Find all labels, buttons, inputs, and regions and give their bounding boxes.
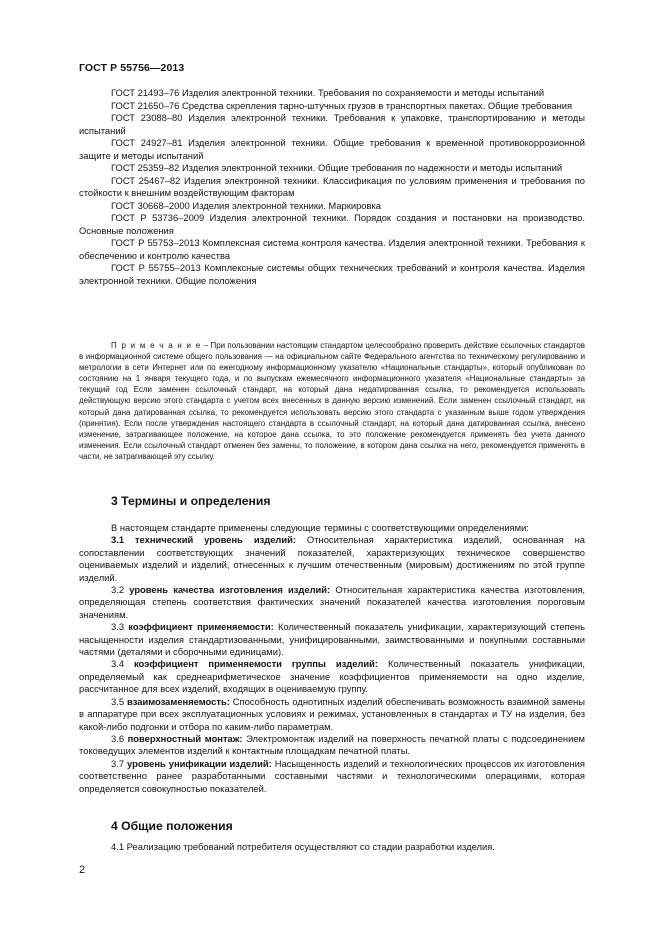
page-number: 2 — [79, 864, 86, 876]
term-number: 3.7 — [111, 757, 127, 769]
term-definition: Насыщенность изделий и технологических процессов их изготовления соответственно ранее разработанными составными частями и технологическими операциями, которая определяется совокупностью показателей. — [79, 757, 585, 794]
term-definition: Относительная характеристика качества изготовления, определяющая степень соответствия фактических значений показателей качества изготовления пороговым значениям. — [79, 584, 585, 620]
term-definition: Относительная характеристика изделий, основанная на сопоставлении соответствующих значений показателей, характеризующих техническое совершенство оцениваемых изделий и изделий, отнесенных к лучшим отечественным (мировым) достижениям по этой группе изделий. — [79, 534, 586, 583]
normative-references-list — [79, 87, 585, 287]
note-label: П р и м е ч а н и е — [111, 341, 202, 350]
term-number: 3.3 — [111, 621, 129, 633]
section-4-heading: 4 Общие положения — [111, 819, 233, 833]
term-entry — [79, 534, 585, 584]
reference-item: ГОСТ Р 55755–2013 Комплексные системы общих технических требований и контроля качества. Изделия электронной техники. Общие положения — [79, 262, 585, 286]
term-entry — [79, 584, 585, 621]
term-name: коэффициент применяемости группы изделий: — [133, 658, 379, 670]
terms-definitions — [79, 522, 585, 795]
term-number: 3.5 — [111, 695, 127, 707]
term-definition: Количественный показатель унификации, характеризующий степень насыщенности изделия стандартизованными, унифицированными, заимствованными и покупными составными частями (деталями и сборочными единицами). — [79, 621, 585, 658]
reference-item: ГОСТ 23088–80 Изделия электронной техники. Требования к упаковке, транспортированию и методы испытаний — [79, 112, 585, 136]
term-entry — [79, 658, 585, 695]
term-entry — [79, 758, 585, 795]
term-name: поверхностный монтаж: — [127, 732, 243, 744]
reference-item: ГОСТ 30668–2000 Изделия электронной техники. Маркировка — [111, 199, 382, 211]
term-entry — [79, 621, 585, 658]
term-number: 3.2 — [111, 584, 130, 596]
reference-item: ГОСТ Р 55753–2013 Комплексная система контроля качества. Изделия электронной техники. Требования к обеспечению и контролю качества — [79, 237, 585, 261]
reference-item: ГОСТ 24927–81 Изделия электронной техники. Общие требования к временной противокоррозионной защите и методы испытаний — [79, 137, 585, 161]
term-definition: Способность однотипных изделий обеспечивать возможность взаимной замены в аппаратуре при всех эксплуатационных условиях и режимах, установленных в стандартах и ТУ на изделия, без какой-либо подгонки и отбора по каким-либо параметрам. — [79, 695, 586, 732]
note-block — [79, 340, 585, 462]
terms-intro: В настоящем стандарте применены следующие термины с соответствующими определениями: — [111, 522, 529, 533]
reference-item: ГОСТ 21650–76 Средства скрепления тарно-штучных грузов в транспортных пакетах. Общие требования — [111, 99, 573, 111]
term-entry — [79, 733, 585, 758]
provision-item: 4.1 Реализацию требований потребителя осуществляют со стадии разработки изделия. — [111, 841, 495, 852]
reference-item: ГОСТ 25467–82 Изделия электронной техники. Классификация по условиям применения и требования по стойкости к внешним воздействующим факторам — [79, 174, 585, 198]
note-text: – При пользовании настоящим стандартом целесообразно проверить действие ссылочных стандартов в информационной системе общего пользования — на официальном сайте Федерального агентства по техническому регулированию и метрологии в сети Интернет или по ежегодному информационному указателю «Национальные стандарты», который опубликован по состоянию на 1 января текущего года, и по выпускам ежемесячного информационного указателя «Национальные стандарты» за текущий год Если заменен ссылочный стандарт, на который дана недатированная ссылка, то рекомендуется использовать действующую версию этого стандарта с учетом всех внесенных в данную версию изменений. Если заменен ссылочный стандарт, на который дана датированная ссылка, то рекомендуется использовать версию этого стандарта с указанным выше годом утверждения (принятия). Если после утверждения настоящего стандарта в ссылочный стандарт, на который дана датированная ссылка, внесено изменение, затрагивающее положение, на которое дана ссылка, то это положение рекомендуется применять без учета данного изменения. Если ссылочный стандарт отменен без замены, то положение, в котором дана ссылка на него, рекомендуется применять в части, не затрагивающей эту ссылку. — [79, 341, 586, 461]
section-3-heading: 3 Термины и определения — [111, 494, 271, 508]
term-number: 3.1 — [111, 534, 135, 546]
term-name: уровень качества изготовления изделий: — [129, 584, 331, 596]
term-definition: Электромонтаж изделий на поверхность печатной платы с подсоединением токоведущих элементов изделий к контактным площадкам печатной платы. — [79, 732, 585, 757]
term-definition: Количественный показатель унификации, определяемый как среднеарифметическое значение коэффициентов применяемости на одно изделие, рассчитанное для всех изделий, входящих в оцениваемую группу. — [79, 658, 585, 695]
general-provisions — [79, 841, 585, 853]
term-name: технический уровень изделий: — [134, 534, 297, 546]
document-code-header: ГОСТ Р 55756—2013 — [79, 62, 185, 74]
reference-item: ГОСТ 25359–82 Изделия электронной техники. Общие требования по надежности и методы испытаний — [111, 162, 563, 173]
note-paragraph — [79, 340, 585, 462]
term-name: взаимозаменяемость: — [126, 695, 230, 707]
term-name: уровень унификации изделий: — [127, 757, 272, 769]
term-number: 3.4 — [111, 658, 134, 670]
term-name: коэффициент применяемости: — [128, 621, 274, 633]
term-entry — [79, 696, 585, 733]
reference-item: ГОСТ Р 53736–2009 Изделия электронной техники. Порядок создания и постановки на производство. Основные положения — [79, 212, 585, 236]
term-number: 3.6 — [111, 732, 128, 744]
reference-item: ГОСТ 21493–76 Изделия электронной техники. Требования по сохраняемости и методы испытаний — [111, 87, 545, 98]
